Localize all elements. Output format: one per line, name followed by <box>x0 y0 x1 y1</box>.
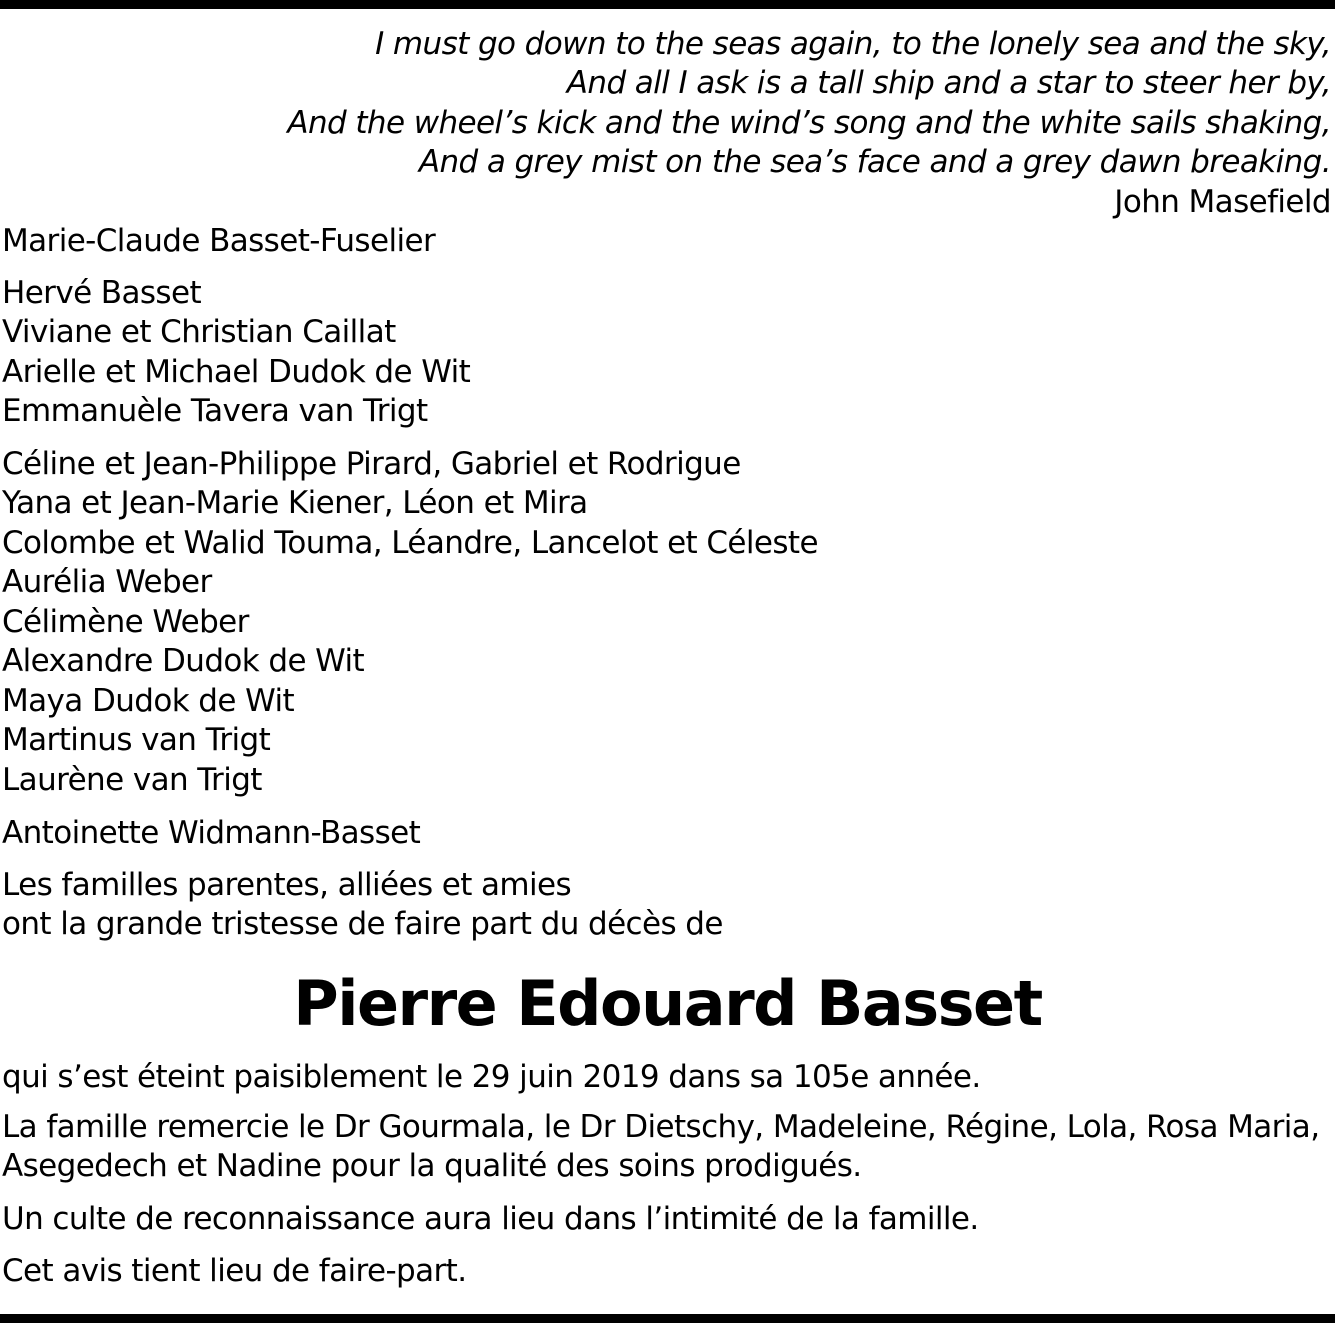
grandchild-line-2: Yana et Jean-Marie Kiener, Léon et Mira <box>2 485 588 521</box>
grandchild-line-3: Colombe et Walid Touma, Léandre, Lancelot et Céleste <box>2 525 818 561</box>
top-rule <box>0 0 1335 9</box>
spouse-name: Marie-Claude Basset-Fuselier <box>2 223 436 259</box>
poem-line-3: And the wheel’s kick and the wind’s song and the white sails shaking, <box>287 105 1331 141</box>
grandchild-line-5: Célimène Weber <box>2 604 249 640</box>
closing-notice: Cet avis tient lieu de faire-part. <box>2 1253 467 1289</box>
poem-line-1: I must go down to the seas again, to the lonely sea and the sky, <box>375 26 1331 62</box>
bottom-rule <box>0 1314 1335 1323</box>
grandchild-line-9: Laurène van Trigt <box>2 762 262 798</box>
child-name-4: Emmanuèle Tavera van Trigt <box>2 393 428 429</box>
grandchild-line-7: Maya Dudok de Wit <box>2 683 295 719</box>
grandchild-line-6: Alexandre Dudok de Wit <box>2 643 365 679</box>
grandchild-line-1: Céline et Jean-Philippe Pirard, Gabriel et Rodrigue <box>2 446 741 482</box>
thanks-line-1: La famille remercie le Dr Gourmala, le Dr Dietschy, Madeleine, Régine, Lola, Rosa Maria, <box>2 1109 1320 1145</box>
death-notice: qui s’est éteint paisiblement le 29 juin 2019 dans sa 105e année. <box>2 1059 981 1095</box>
grandchild-line-4: Aurélia Weber <box>2 564 212 600</box>
grandchild-line-8: Martinus van Trigt <box>2 722 271 758</box>
poem-line-2: And all I ask is a tall ship and a star to steer her by, <box>566 65 1331 101</box>
child-name-2: Viviane et Christian Caillat <box>2 314 396 350</box>
service-notice: Un culte de reconnaissance aura lieu dans l’intimité de la famille. <box>2 1201 979 1237</box>
poem-line-4: And a grey mist on the sea’s face and a grey dawn breaking. <box>418 144 1331 180</box>
families-line-1: Les familles parentes, alliées et amies <box>2 867 572 903</box>
poem-author: John Masefield <box>1114 184 1331 220</box>
child-name-1: Hervé Basset <box>2 275 201 311</box>
child-name-3: Arielle et Michael Dudok de Wit <box>2 354 471 390</box>
thanks-line-2: Asegedech et Nadine pour la qualité des soins prodigués. <box>2 1148 862 1184</box>
sibling-name: Antoinette Widmann-Basset <box>2 815 421 851</box>
families-line-2: ont la grande tristesse de faire part du décès de <box>2 906 723 942</box>
deceased-name: Pierre Edouard Basset <box>293 967 1042 1040</box>
